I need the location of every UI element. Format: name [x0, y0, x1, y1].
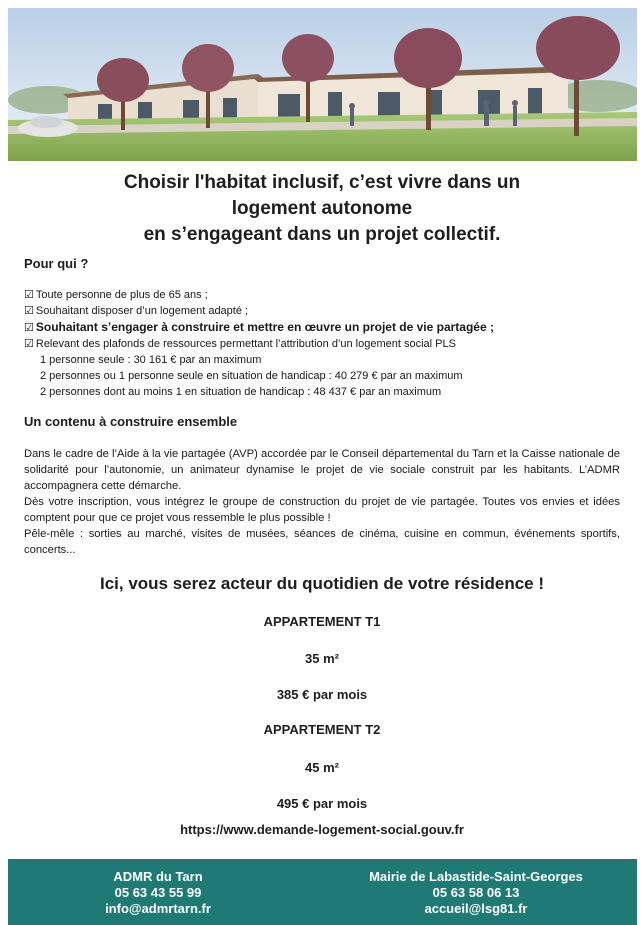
criteria-text: Souhaitant s’engager à construire et mettre en œuvre un projet de vie partagée ; — [35, 320, 494, 334]
contenu-title: Un contenu à construire ensemble — [24, 414, 238, 429]
criteria-text: Toute personne de plus de 65 ans ; — [35, 289, 208, 301]
pour-qui-title: Pour qui ? — [24, 256, 89, 271]
criteria-item — [24, 336, 624, 352]
footer-mairie — [326, 869, 626, 917]
plafond-item: 2 personnes dont au moins 1 en situation de handicap : 48 437 € par an maximum — [40, 386, 442, 398]
paragraph: Pêle-mêle : sorties au marché, visites de musées, séances de cinéma, cuisine en commun, événements sportifs, concerts... — [24, 528, 620, 556]
t1-surface: 35 m² — [305, 651, 339, 666]
paragraph: Dans le cadre de l’Aide à la vie partagée (AVP) accordée par le Conseil départemental du Tarn et la Caisse nationale de solidarité pour l’autonomie, un animateur dynamise le projet de vie sociale construit par les habitants. L’ADMR accompagnera cette démarche. — [24, 448, 620, 492]
headline-line-3: en s’engageant dans un projet collectif. — [143, 224, 501, 245]
t2-price: 495 € par mois — [276, 796, 368, 811]
footer-admr-phone[interactable]: 05 63 43 55 99 — [114, 885, 202, 900]
contenu-text — [24, 446, 620, 558]
criteria-item — [24, 303, 624, 319]
criteria-item — [24, 287, 624, 303]
t2-surface: 45 m² — [305, 760, 339, 775]
t2-title: APPARTEMENT T2 — [263, 722, 381, 737]
checkbox-icon: ☑ — [24, 337, 34, 350]
footer-admr-email[interactable]: info@admrtarn.fr — [105, 901, 211, 916]
footer-mairie-email[interactable]: accueil@lsg81.fr — [424, 901, 528, 916]
t1-price: 385 € par mois — [276, 687, 368, 702]
checkbox-icon: ☑ — [24, 304, 34, 317]
contact-footer — [8, 859, 637, 925]
criteria-text: Souhaitant disposer d’un logement adapté ; — [35, 305, 249, 317]
criteria-text: Relevant des plafonds de ressources permettant l’attribution d’un logement social PLS — [35, 338, 456, 350]
website-link[interactable]: https://www.demande-logement-social.gouv.fr — [180, 822, 464, 837]
t1-title: APPARTEMENT T1 — [263, 614, 381, 629]
headline-line-1: Choisir l'habitat inclusif, c’est vivre dans un — [123, 172, 521, 193]
headline-line-2: logement autonome — [231, 198, 413, 219]
plafond-item: 1 personne seule : 30 161 € par an maximum — [40, 354, 262, 366]
checkbox-icon: ☑ — [24, 288, 34, 301]
criteria-item — [24, 319, 624, 336]
criteria-list — [24, 287, 624, 400]
slogan: Ici, vous serez acteur du quotidien de votre résidence ! — [99, 574, 545, 593]
footer-mairie-phone[interactable]: 05 63 58 06 13 — [432, 885, 520, 900]
footer-admr — [8, 869, 308, 917]
checkbox-icon: ☑ — [24, 321, 34, 334]
footer-admr-name: ADMR du Tarn — [113, 869, 203, 884]
headline — [20, 170, 624, 248]
hero-image — [8, 8, 637, 161]
plafond-item: 2 personnes ou 1 personne seule en situation de handicap : 40 279 € par an maximum — [40, 370, 463, 382]
footer-mairie-name: Mairie de Labastide-Saint-Georges — [369, 869, 583, 884]
paragraph: Dès votre inscription, vous intégrez le groupe de construction du projet de vie partagée. Toutes vos envies et idées comptent pour que ce projet vous ressemble le plus possible ! — [24, 496, 620, 524]
